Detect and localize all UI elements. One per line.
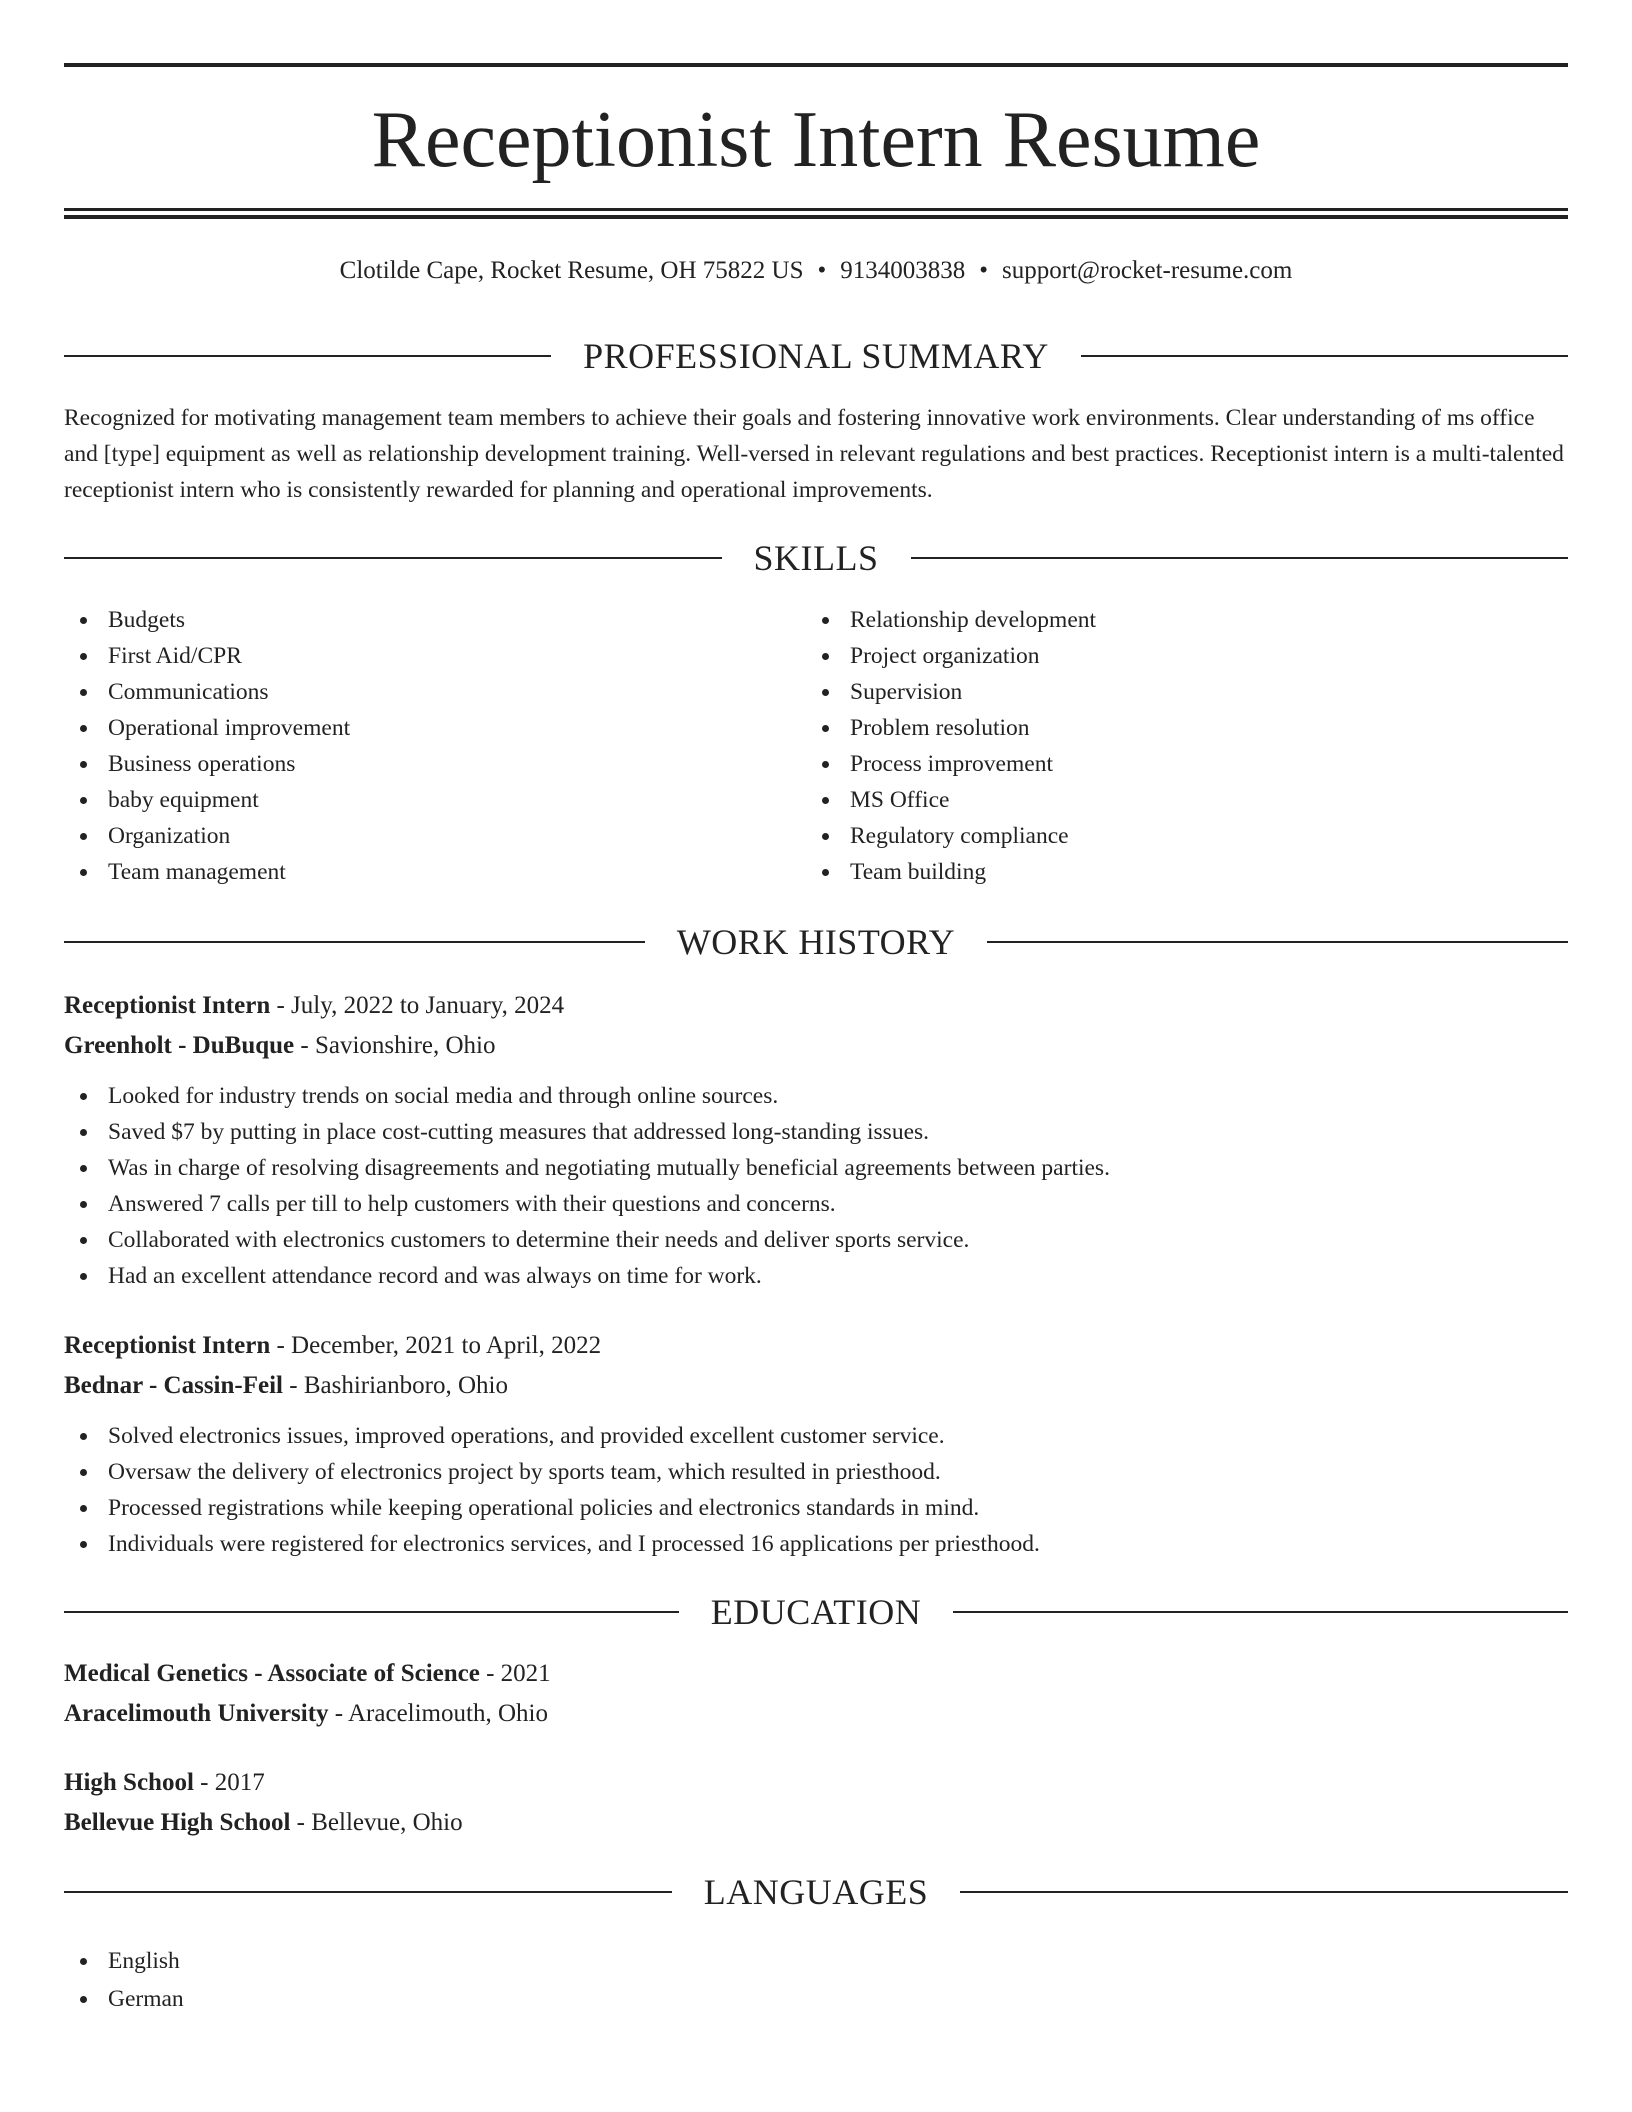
heading-rule [64,557,722,559]
education-school-line [64,1694,1568,1734]
education-degree: Medical Genetics - Associate of Science [64,1660,480,1687]
job-title: Receptionist Intern [64,992,271,1019]
education-year: - 2021 [479,1660,551,1687]
education-school: Bellevue High School [64,1809,291,1836]
contact-separator: • [817,257,827,284]
heading-rule [960,1891,1568,1893]
skill-item: Team building [806,854,1096,890]
contact-email: support@rocket-resume.com [1002,257,1293,284]
job-company: Greenholt - DuBuque [64,1032,295,1059]
summary-paragraph: Recognized for motivating management team members to achieve their goals and fostering innovative work environments. Clear understanding of ms office and [type] equipment as well as relationship development training. Well-versed in relevant regulations and best practices. Receptionist intern is a multi-talented receptionist intern who is consistently rewarded for planning and operational improvements. [64,405,1564,503]
skill-item: baby equipment [64,782,350,818]
section-heading-work [64,922,1568,962]
contact-line [64,254,1568,288]
job-bullet: Looked for industry trends on social media and through online sources. [64,1078,1568,1114]
section-title: SKILLS [753,538,879,578]
heading-rule [64,1891,672,1893]
job-title: Receptionist Intern [64,1332,271,1359]
skill-item: Relationship development [806,602,1096,638]
job-bullet: Solved electronics issues, improved operations, and provided excellent customer service. [64,1418,1568,1454]
job-bullet: Answered 7 calls per till to help customers with their questions and concerns. [64,1186,1568,1222]
skill-item: Budgets [64,602,350,638]
skills-list-right [806,602,1096,890]
job-bullets [64,1078,1568,1294]
section-title: PROFESSIONAL SUMMARY [583,336,1049,376]
heading-rule [64,941,645,943]
section-title: EDUCATION [710,1592,922,1632]
language-item: English [64,1942,184,1980]
skill-item: Operational improvement [64,710,350,746]
education-school-line [64,1803,1568,1843]
resume-title: Receptionist Intern Resume [371,96,1261,184]
education-degree: High School [64,1769,194,1796]
education-degree-line [64,1763,1568,1803]
job-entry [64,986,1568,1294]
skill-item: Problem resolution [806,710,1096,746]
job-location: - Savionshire, Ohio [294,1032,496,1059]
heading-rule [987,941,1568,943]
skill-item: Process improvement [806,746,1096,782]
skill-item: Organization [64,818,350,854]
heading-rule [1081,355,1568,357]
education-entry [64,1654,1568,1734]
contact-separator: • [979,257,989,284]
skill-item: Team management [64,854,350,890]
job-bullet: Processed registrations while keeping operational policies and electronics standards in mind. [64,1490,1568,1526]
job-company-line [64,1366,1568,1406]
skill-item: Supervision [806,674,1096,710]
heading-rule [953,1611,1568,1613]
job-bullet: Individuals were registered for electronics services, and I processed 16 applications per priesthood. [64,1526,1568,1562]
job-dates: - July, 2022 to January, 2024 [270,992,565,1019]
education-entry [64,1763,1568,1843]
skill-item: First Aid/CPR [64,638,350,674]
section-heading-summary [64,336,1568,376]
section-heading-languages [64,1872,1568,1912]
skill-item: Business operations [64,746,350,782]
job-bullet: Had an excellent attendance record and was always on time for work. [64,1258,1568,1294]
section-title: LANGUAGES [703,1872,929,1912]
heading-rule [64,1611,679,1613]
job-entry [64,1326,1568,1562]
language-item: German [64,1980,184,2018]
skills-list-left [64,602,350,890]
education-location: - Aracelimouth, Ohio [328,1700,548,1727]
job-bullet: Collaborated with electronics customers to determine their needs and deliver sports service. [64,1222,1568,1258]
job-bullet: Oversaw the delivery of electronics project by sports team, which resulted in priesthood. [64,1454,1568,1490]
top-rule [64,63,1568,67]
job-company: Bednar - Cassin-Feil [64,1372,283,1399]
languages-list [64,1942,184,2018]
section-heading-education [64,1592,1568,1632]
job-title-line [64,1326,1568,1366]
skill-item: Communications [64,674,350,710]
section-heading-skills [64,538,1568,578]
skill-item: Regulatory compliance [806,818,1096,854]
job-bullets [64,1418,1568,1562]
contact-phone: 9134003838 [840,257,966,284]
job-location: - Bashirianboro, Ohio [283,1372,508,1399]
education-year: - 2017 [193,1769,265,1796]
job-title-line [64,986,1568,1026]
section-title: WORK HISTORY [676,922,956,962]
job-company-line [64,1026,1568,1066]
education-location: - Bellevue, Ohio [290,1809,463,1836]
job-bullet: Was in charge of resolving disagreements and negotiating mutually beneficial agreements between parties. [64,1150,1568,1186]
heading-rule [64,355,551,357]
skill-item: MS Office [806,782,1096,818]
contact-address: Clotilde Cape, Rocket Resume, OH 75822 US [339,257,804,284]
title-rule-upper [64,208,1568,211]
education-degree-line [64,1654,1568,1694]
heading-rule [911,557,1569,559]
title-rule-lower [64,215,1568,219]
job-bullet: Saved $7 by putting in place cost-cutting measures that addressed long-standing issues. [64,1114,1568,1150]
skill-item: Project organization [806,638,1096,674]
job-dates: - December, 2021 to April, 2022 [270,1332,602,1359]
education-school: Aracelimouth University [64,1700,329,1727]
